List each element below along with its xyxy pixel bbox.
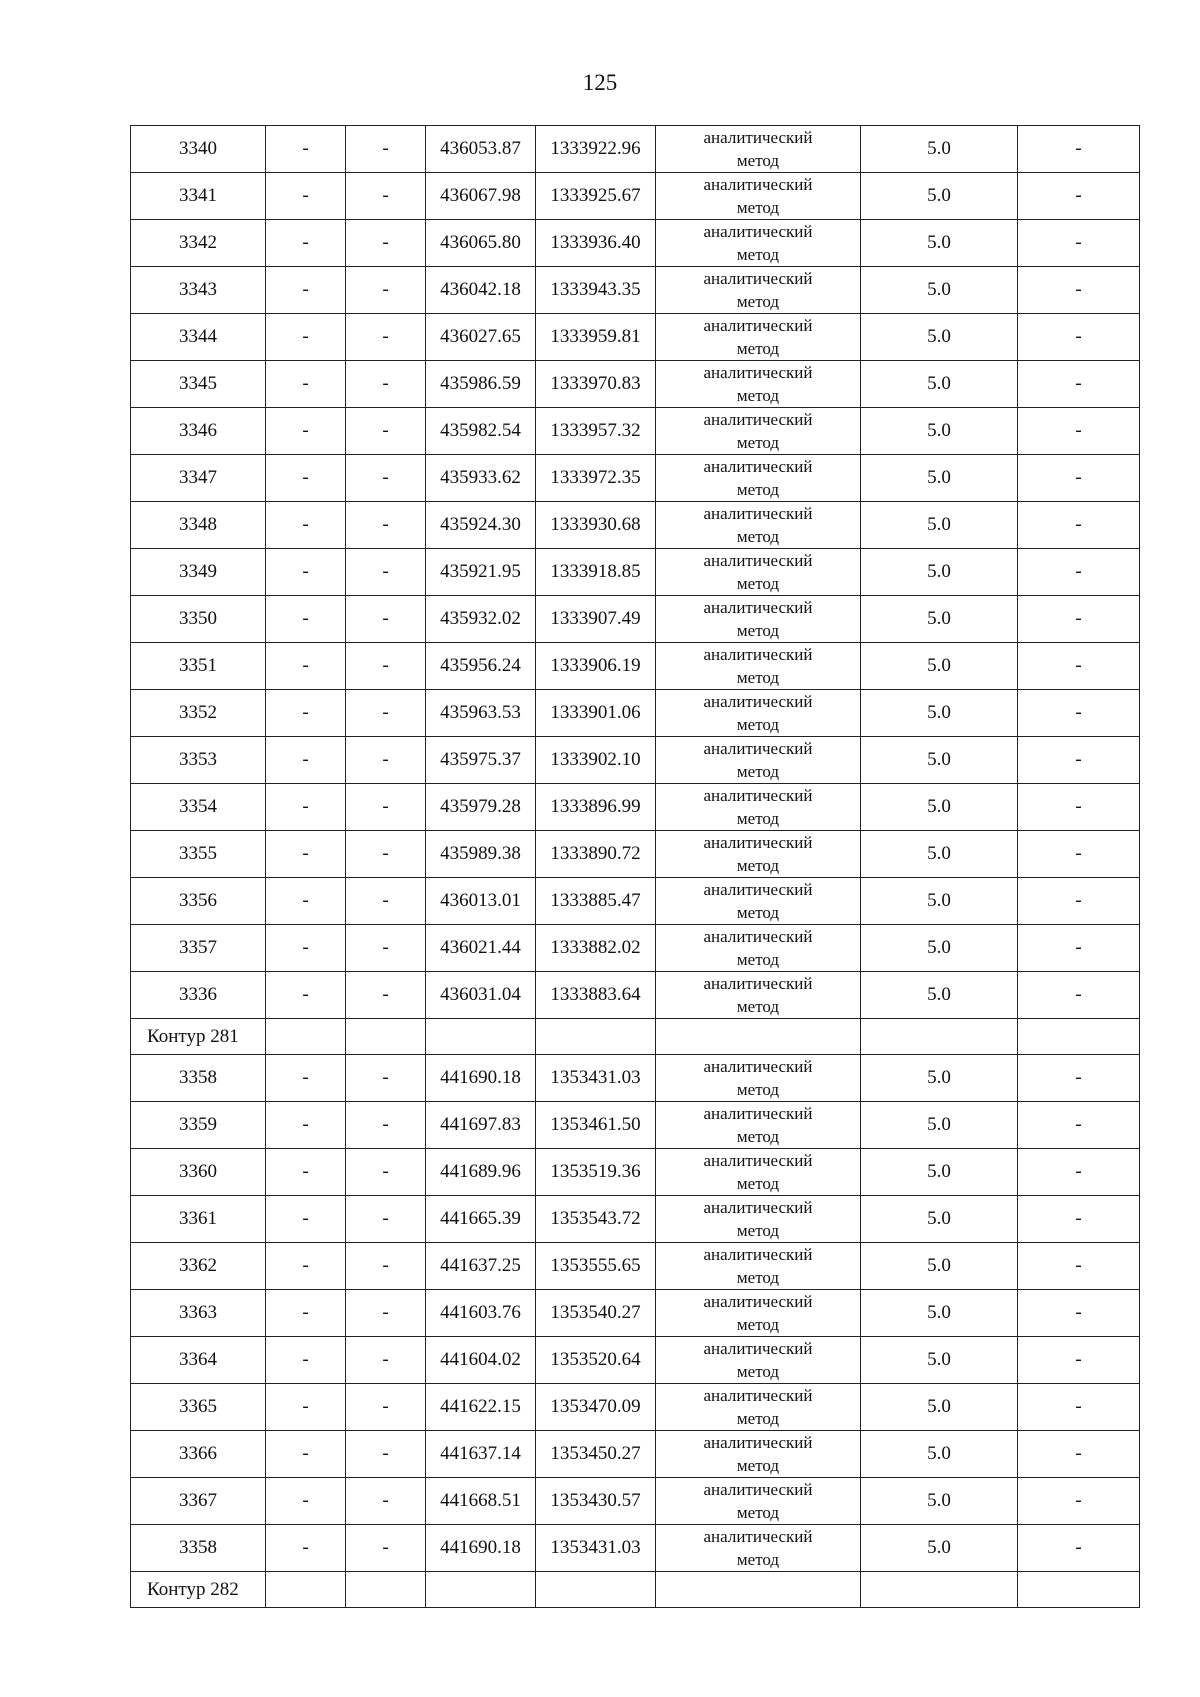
column-3-cell: - (346, 1196, 426, 1243)
point-number-cell: 3348 (131, 502, 266, 549)
column-3-cell: - (346, 502, 426, 549)
column-3-cell: - (346, 690, 426, 737)
column-3-cell: - (346, 925, 426, 972)
accuracy-cell: 5.0 (861, 972, 1018, 1019)
accuracy-cell: 5.0 (861, 267, 1018, 314)
method-cell: аналитический метод (656, 549, 861, 596)
column-2-cell: - (266, 1384, 346, 1431)
column-3-cell: - (346, 549, 426, 596)
y-coordinate-cell: 1333902.10 (536, 737, 656, 784)
table-row (131, 267, 1140, 314)
accuracy-cell: 5.0 (861, 502, 1018, 549)
table-row (131, 1431, 1140, 1478)
column-2-cell: - (266, 1525, 346, 1572)
accuracy-cell: 5.0 (861, 690, 1018, 737)
column-3-cell: - (346, 737, 426, 784)
x-coordinate-cell: 435933.62 (426, 455, 536, 502)
accuracy-cell: 5.0 (861, 1337, 1018, 1384)
method-cell: аналитический метод (656, 1149, 861, 1196)
column-8-cell: - (1018, 878, 1140, 925)
y-coordinate-cell: 1353431.03 (536, 1525, 656, 1572)
column-2-cell: - (266, 314, 346, 361)
column-2-cell: - (266, 737, 346, 784)
empty-cell (266, 1572, 346, 1608)
y-coordinate-cell: 1353520.64 (536, 1337, 656, 1384)
x-coordinate-cell: 436067.98 (426, 173, 536, 220)
x-coordinate-cell: 441689.96 (426, 1149, 536, 1196)
point-number-cell: 3358 (131, 1525, 266, 1572)
table-row (131, 690, 1140, 737)
table-row (131, 455, 1140, 502)
method-cell: аналитический метод (656, 784, 861, 831)
point-number-cell: 3345 (131, 361, 266, 408)
column-3-cell: - (346, 1055, 426, 1102)
method-cell: аналитический метод (656, 1102, 861, 1149)
x-coordinate-cell: 436065.80 (426, 220, 536, 267)
x-coordinate-cell: 435924.30 (426, 502, 536, 549)
column-2-cell: - (266, 1290, 346, 1337)
column-2-cell: - (266, 267, 346, 314)
empty-cell (861, 1019, 1018, 1055)
x-coordinate-cell: 436013.01 (426, 878, 536, 925)
column-8-cell: - (1018, 1290, 1140, 1337)
column-3-cell: - (346, 1290, 426, 1337)
accuracy-cell: 5.0 (861, 1102, 1018, 1149)
column-8-cell: - (1018, 173, 1140, 220)
column-3-cell: - (346, 596, 426, 643)
method-cell: аналитический метод (656, 643, 861, 690)
table-row (131, 784, 1140, 831)
table-row (131, 549, 1140, 596)
y-coordinate-cell: 1333925.67 (536, 173, 656, 220)
point-number-cell: 3362 (131, 1243, 266, 1290)
table-row (131, 643, 1140, 690)
column-8-cell: - (1018, 1102, 1140, 1149)
point-number-cell: 3353 (131, 737, 266, 784)
column-2-cell: - (266, 831, 346, 878)
method-cell: аналитический метод (656, 878, 861, 925)
method-cell: аналитический метод (656, 1384, 861, 1431)
column-8-cell: - (1018, 1431, 1140, 1478)
accuracy-cell: 5.0 (861, 1431, 1018, 1478)
point-number-cell: 3340 (131, 126, 266, 173)
method-cell: аналитический метод (656, 1290, 861, 1337)
accuracy-cell: 5.0 (861, 1290, 1018, 1337)
column-8-cell: - (1018, 643, 1140, 690)
y-coordinate-cell: 1333936.40 (536, 220, 656, 267)
y-coordinate-cell: 1353461.50 (536, 1102, 656, 1149)
column-8-cell: - (1018, 361, 1140, 408)
column-8-cell: - (1018, 267, 1140, 314)
table-row (131, 1384, 1140, 1431)
accuracy-cell: 5.0 (861, 1478, 1018, 1525)
point-number-cell: 3344 (131, 314, 266, 361)
point-number-cell: 3336 (131, 972, 266, 1019)
method-cell: аналитический метод (656, 925, 861, 972)
column-3-cell: - (346, 1431, 426, 1478)
table-row (131, 1337, 1140, 1384)
accuracy-cell: 5.0 (861, 220, 1018, 267)
column-8-cell: - (1018, 1196, 1140, 1243)
empty-cell (656, 1572, 861, 1608)
table-row (131, 1243, 1140, 1290)
column-3-cell: - (346, 1149, 426, 1196)
column-2-cell: - (266, 220, 346, 267)
column-8-cell: - (1018, 1525, 1140, 1572)
table-row (131, 173, 1140, 220)
column-2-cell: - (266, 1243, 346, 1290)
point-number-cell: 3350 (131, 596, 266, 643)
column-3-cell: - (346, 361, 426, 408)
accuracy-cell: 5.0 (861, 596, 1018, 643)
x-coordinate-cell: 441622.15 (426, 1384, 536, 1431)
column-8-cell: - (1018, 1337, 1140, 1384)
column-8-cell: - (1018, 408, 1140, 455)
x-coordinate-cell: 436027.65 (426, 314, 536, 361)
column-8-cell: - (1018, 220, 1140, 267)
column-2-cell: - (266, 643, 346, 690)
table-row (131, 925, 1140, 972)
column-8-cell: - (1018, 126, 1140, 173)
column-3-cell: - (346, 408, 426, 455)
column-8-cell: - (1018, 784, 1140, 831)
x-coordinate-cell: 435986.59 (426, 361, 536, 408)
table-row (131, 831, 1140, 878)
accuracy-cell: 5.0 (861, 1243, 1018, 1290)
method-cell: аналитический метод (656, 455, 861, 502)
column-3-cell: - (346, 126, 426, 173)
accuracy-cell: 5.0 (861, 1196, 1018, 1243)
column-2-cell: - (266, 126, 346, 173)
x-coordinate-cell: 441637.25 (426, 1243, 536, 1290)
x-coordinate-cell: 441690.18 (426, 1525, 536, 1572)
point-number-cell: 3356 (131, 878, 266, 925)
point-number-cell: 3354 (131, 784, 266, 831)
column-8-cell: - (1018, 972, 1140, 1019)
column-3-cell: - (346, 1102, 426, 1149)
contour-label: Контур 281 (131, 1019, 266, 1055)
method-cell: аналитический метод (656, 126, 861, 173)
column-2-cell: - (266, 596, 346, 643)
column-8-cell: - (1018, 455, 1140, 502)
y-coordinate-cell: 1333896.99 (536, 784, 656, 831)
y-coordinate-cell: 1353430.57 (536, 1478, 656, 1525)
point-number-cell: 3352 (131, 690, 266, 737)
column-2-cell: - (266, 173, 346, 220)
y-coordinate-cell: 1333890.72 (536, 831, 656, 878)
method-cell: аналитический метод (656, 737, 861, 784)
accuracy-cell: 5.0 (861, 831, 1018, 878)
table-row (131, 361, 1140, 408)
x-coordinate-cell: 441690.18 (426, 1055, 536, 1102)
accuracy-cell: 5.0 (861, 126, 1018, 173)
method-cell: аналитический метод (656, 1337, 861, 1384)
x-coordinate-cell: 435982.54 (426, 408, 536, 455)
point-number-cell: 3357 (131, 925, 266, 972)
column-2-cell: - (266, 690, 346, 737)
point-number-cell: 3351 (131, 643, 266, 690)
y-coordinate-cell: 1353519.36 (536, 1149, 656, 1196)
column-2-cell: - (266, 1149, 346, 1196)
method-cell: аналитический метод (656, 1431, 861, 1478)
column-8-cell: - (1018, 737, 1140, 784)
x-coordinate-cell: 441604.02 (426, 1337, 536, 1384)
accuracy-cell: 5.0 (861, 455, 1018, 502)
x-coordinate-cell: 441668.51 (426, 1478, 536, 1525)
column-2-cell: - (266, 502, 346, 549)
y-coordinate-cell: 1333918.85 (536, 549, 656, 596)
column-2-cell: - (266, 972, 346, 1019)
y-coordinate-cell: 1333943.35 (536, 267, 656, 314)
accuracy-cell: 5.0 (861, 1055, 1018, 1102)
table-row (131, 1149, 1140, 1196)
column-8-cell: - (1018, 1149, 1140, 1196)
empty-cell (1018, 1019, 1140, 1055)
accuracy-cell: 5.0 (861, 1384, 1018, 1431)
x-coordinate-cell: 441637.14 (426, 1431, 536, 1478)
table-row (131, 1290, 1140, 1337)
column-2-cell: - (266, 1431, 346, 1478)
column-2-cell: - (266, 549, 346, 596)
y-coordinate-cell: 1333972.35 (536, 455, 656, 502)
accuracy-cell: 5.0 (861, 408, 1018, 455)
x-coordinate-cell: 435979.28 (426, 784, 536, 831)
contour-header-row (131, 1572, 1140, 1608)
point-number-cell: 3364 (131, 1337, 266, 1384)
column-3-cell: - (346, 643, 426, 690)
y-coordinate-cell: 1353555.65 (536, 1243, 656, 1290)
column-2-cell: - (266, 784, 346, 831)
y-coordinate-cell: 1353470.09 (536, 1384, 656, 1431)
method-cell: аналитический метод (656, 267, 861, 314)
table-row (131, 1196, 1140, 1243)
point-number-cell: 3343 (131, 267, 266, 314)
x-coordinate-cell: 436042.18 (426, 267, 536, 314)
x-coordinate-cell: 436053.87 (426, 126, 536, 173)
point-number-cell: 3358 (131, 1055, 266, 1102)
column-2-cell: - (266, 1478, 346, 1525)
y-coordinate-cell: 1353450.27 (536, 1431, 656, 1478)
column-3-cell: - (346, 455, 426, 502)
y-coordinate-cell: 1333930.68 (536, 502, 656, 549)
column-2-cell: - (266, 408, 346, 455)
x-coordinate-cell: 441697.83 (426, 1102, 536, 1149)
method-cell: аналитический метод (656, 1055, 861, 1102)
column-2-cell: - (266, 1055, 346, 1102)
point-number-cell: 3361 (131, 1196, 266, 1243)
point-number-cell: 3342 (131, 220, 266, 267)
point-number-cell: 3346 (131, 408, 266, 455)
column-3-cell: - (346, 972, 426, 1019)
table-row (131, 878, 1140, 925)
method-cell: аналитический метод (656, 1478, 861, 1525)
x-coordinate-cell: 435921.95 (426, 549, 536, 596)
column-2-cell: - (266, 1102, 346, 1149)
x-coordinate-cell: 435932.02 (426, 596, 536, 643)
empty-cell (266, 1019, 346, 1055)
table-row (131, 220, 1140, 267)
x-coordinate-cell: 436021.44 (426, 925, 536, 972)
x-coordinate-cell: 435956.24 (426, 643, 536, 690)
table-row (131, 1478, 1140, 1525)
column-3-cell: - (346, 1243, 426, 1290)
method-cell: аналитический метод (656, 173, 861, 220)
y-coordinate-cell: 1333970.83 (536, 361, 656, 408)
y-coordinate-cell: 1353540.27 (536, 1290, 656, 1337)
point-number-cell: 3366 (131, 1431, 266, 1478)
table-row (131, 502, 1140, 549)
accuracy-cell: 5.0 (861, 737, 1018, 784)
column-8-cell: - (1018, 1384, 1140, 1431)
column-8-cell: - (1018, 690, 1140, 737)
empty-cell (536, 1019, 656, 1055)
column-3-cell: - (346, 1384, 426, 1431)
column-3-cell: - (346, 878, 426, 925)
column-2-cell: - (266, 925, 346, 972)
contour-header-row (131, 1019, 1140, 1055)
x-coordinate-cell: 435963.53 (426, 690, 536, 737)
column-8-cell: - (1018, 596, 1140, 643)
table-row (131, 126, 1140, 173)
empty-cell (656, 1019, 861, 1055)
column-2-cell: - (266, 1337, 346, 1384)
column-8-cell: - (1018, 1243, 1140, 1290)
method-cell: аналитический метод (656, 972, 861, 1019)
column-3-cell: - (346, 784, 426, 831)
method-cell: аналитический метод (656, 596, 861, 643)
column-3-cell: - (346, 220, 426, 267)
table-body (131, 126, 1140, 1608)
accuracy-cell: 5.0 (861, 878, 1018, 925)
point-number-cell: 3363 (131, 1290, 266, 1337)
method-cell: аналитический метод (656, 314, 861, 361)
table-row (131, 737, 1140, 784)
table-row (131, 1055, 1140, 1102)
point-number-cell: 3347 (131, 455, 266, 502)
x-coordinate-cell: 435975.37 (426, 737, 536, 784)
empty-cell (346, 1572, 426, 1608)
y-coordinate-cell: 1333906.19 (536, 643, 656, 690)
y-coordinate-cell: 1333957.32 (536, 408, 656, 455)
column-8-cell: - (1018, 314, 1140, 361)
accuracy-cell: 5.0 (861, 1525, 1018, 1572)
column-2-cell: - (266, 878, 346, 925)
y-coordinate-cell: 1333883.64 (536, 972, 656, 1019)
y-coordinate-cell: 1333959.81 (536, 314, 656, 361)
empty-cell (861, 1572, 1018, 1608)
page-number: 125 (582, 70, 618, 95)
column-3-cell: - (346, 1337, 426, 1384)
y-coordinate-cell: 1333885.47 (536, 878, 656, 925)
method-cell: аналитический метод (656, 1243, 861, 1290)
column-8-cell: - (1018, 502, 1140, 549)
y-coordinate-cell: 1333901.06 (536, 690, 656, 737)
table-row (131, 972, 1140, 1019)
point-number-cell: 3367 (131, 1478, 266, 1525)
point-number-cell: 3355 (131, 831, 266, 878)
empty-cell (346, 1019, 426, 1055)
column-8-cell: - (1018, 549, 1140, 596)
column-3-cell: - (346, 267, 426, 314)
point-number-cell: 3365 (131, 1384, 266, 1431)
table-row (131, 314, 1140, 361)
column-8-cell: - (1018, 1478, 1140, 1525)
accuracy-cell: 5.0 (861, 173, 1018, 220)
point-number-cell: 3359 (131, 1102, 266, 1149)
empty-cell (1018, 1572, 1140, 1608)
column-3-cell: - (346, 1525, 426, 1572)
empty-cell (536, 1572, 656, 1608)
point-number-cell: 3360 (131, 1149, 266, 1196)
y-coordinate-cell: 1353431.03 (536, 1055, 656, 1102)
table-row (131, 1102, 1140, 1149)
column-8-cell: - (1018, 831, 1140, 878)
accuracy-cell: 5.0 (861, 784, 1018, 831)
x-coordinate-cell: 441603.76 (426, 1290, 536, 1337)
column-2-cell: - (266, 361, 346, 408)
column-3-cell: - (346, 314, 426, 361)
point-number-cell: 3349 (131, 549, 266, 596)
method-cell: аналитический метод (656, 408, 861, 455)
column-8-cell: - (1018, 925, 1140, 972)
accuracy-cell: 5.0 (861, 925, 1018, 972)
table-row (131, 596, 1140, 643)
column-3-cell: - (346, 173, 426, 220)
method-cell: аналитический метод (656, 831, 861, 878)
table-row (131, 1525, 1140, 1572)
method-cell: аналитический метод (656, 220, 861, 267)
empty-cell (426, 1572, 536, 1608)
method-cell: аналитический метод (656, 361, 861, 408)
x-coordinate-cell: 436031.04 (426, 972, 536, 1019)
accuracy-cell: 5.0 (861, 361, 1018, 408)
accuracy-cell: 5.0 (861, 643, 1018, 690)
accuracy-cell: 5.0 (861, 314, 1018, 361)
method-cell: аналитический метод (656, 1196, 861, 1243)
y-coordinate-cell: 1333907.49 (536, 596, 656, 643)
empty-cell (426, 1019, 536, 1055)
column-2-cell: - (266, 1196, 346, 1243)
column-2-cell: - (266, 455, 346, 502)
y-coordinate-cell: 1353543.72 (536, 1196, 656, 1243)
column-8-cell: - (1018, 1055, 1140, 1102)
table-row (131, 408, 1140, 455)
method-cell: аналитический метод (656, 1525, 861, 1572)
point-number-cell: 3341 (131, 173, 266, 220)
method-cell: аналитический метод (656, 502, 861, 549)
contour-label: Контур 282 (131, 1572, 266, 1608)
coordinates-table (130, 125, 1140, 1608)
y-coordinate-cell: 1333922.96 (536, 126, 656, 173)
method-cell: аналитический метод (656, 690, 861, 737)
x-coordinate-cell: 435989.38 (426, 831, 536, 878)
accuracy-cell: 5.0 (861, 549, 1018, 596)
column-3-cell: - (346, 1478, 426, 1525)
accuracy-cell: 5.0 (861, 1149, 1018, 1196)
column-3-cell: - (346, 831, 426, 878)
y-coordinate-cell: 1333882.02 (536, 925, 656, 972)
x-coordinate-cell: 441665.39 (426, 1196, 536, 1243)
